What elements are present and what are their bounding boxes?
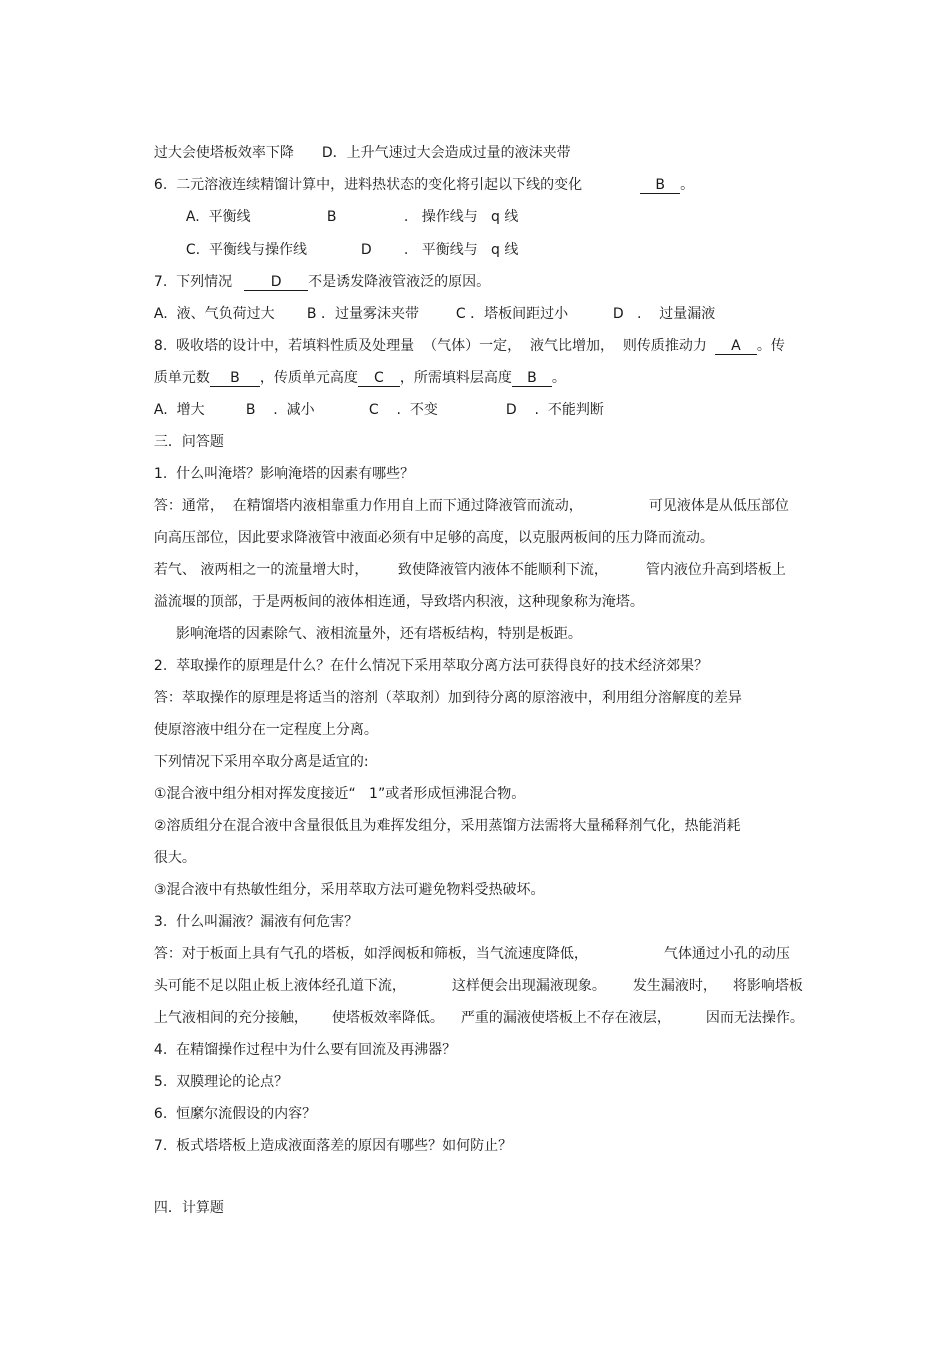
answer-line	[145, 575, 644, 611]
answer-text: 上气液相间的充分接触，	[153, 1010, 308, 1026]
section-heading	[145, 1181, 224, 1217]
option-row	[352, 223, 372, 259]
option-row	[360, 383, 438, 419]
answer-line	[640, 479, 789, 515]
option-row	[395, 190, 518, 226]
answer-line	[145, 479, 583, 515]
question-text: 质单元数	[153, 370, 210, 386]
option-d-text: . 平衡线与 q 线	[403, 242, 519, 258]
answer-line	[637, 543, 786, 579]
option-row	[395, 223, 518, 259]
option-c: C. 平衡线与操作线	[185, 242, 308, 258]
question-text: 。	[680, 177, 695, 193]
answer-line	[145, 927, 588, 963]
question-1	[145, 447, 414, 483]
question-text: 4. 在精馏操作过程中为什么要有回流及再沸器？	[153, 1042, 457, 1058]
question-2	[145, 639, 708, 675]
answer-line	[167, 607, 582, 643]
question-7b	[145, 1119, 512, 1155]
answer-line	[323, 991, 444, 1027]
question-text: 2. 萃取操作的原理是什么？在什么情况下采用萃取分离方法可获得良好的技术经济郊果？	[153, 658, 709, 674]
option-row	[145, 383, 205, 419]
answer-text: 下列情况下采用卒取分离是适宜的:	[153, 754, 369, 770]
answer-blank: C	[358, 370, 400, 387]
answer-text: 发生漏液时，	[632, 978, 717, 994]
option-row	[145, 287, 275, 323]
answer-line	[145, 799, 740, 835]
option-b: B . 减小	[245, 402, 315, 418]
answer-text: 将影响塔板	[732, 978, 803, 994]
option-row	[177, 190, 251, 226]
option-c: C . 不变	[368, 402, 438, 418]
option-row	[237, 383, 315, 419]
answer-line	[697, 991, 804, 1027]
section-title: 四．计算题	[153, 1200, 224, 1216]
answer-line	[443, 959, 606, 995]
answer-text: 气体通过小孔的动压	[663, 946, 790, 962]
question-text: ，所需填料层高度	[399, 370, 512, 386]
question-8	[145, 319, 785, 355]
answer-text: ②溶质组分在混合液中含量很低且为难挥发组分，采用蒸馏方法需将大量稀释剂气化，热能消耗	[153, 818, 741, 834]
option-b: B	[326, 209, 337, 225]
option-row	[604, 287, 715, 323]
answer-text: 使塔板效率降低。	[331, 1010, 444, 1026]
answer-line	[145, 959, 406, 995]
answer-line	[145, 735, 369, 771]
answer-text: 致使降液管内液体不能顺利下流，	[397, 562, 608, 578]
answer-text: 若气、 液两相之一的流量增大时，	[153, 562, 369, 578]
line-text: D．上升气速过大会造成过量的液沫夹带	[321, 145, 571, 161]
option-d: D	[360, 242, 372, 258]
question-6	[145, 158, 694, 194]
answer-line	[655, 927, 790, 963]
answer-text: 答：通常， 在精馏塔内液相靠重力作用自上而下通过降液管而流动，	[153, 498, 583, 514]
option-a: A. 增大	[153, 402, 205, 418]
answer-text: 严重的漏液使塔板上不存在液层，	[460, 1010, 671, 1026]
answer-line	[145, 543, 368, 579]
answer-line	[145, 863, 544, 899]
answer-text: ①混合液中组分相对挥发度接近“ 1”或者形成恒沸混合物。	[153, 786, 526, 802]
question-text: 。	[551, 370, 566, 386]
question-text: 6. 恒縻尔流假设的内容？	[153, 1106, 317, 1122]
answer-text: 可见液体是从低压部位	[648, 498, 789, 514]
answer-blank: B	[512, 370, 552, 387]
answer-text: 管内液位升高到塔板上	[645, 562, 786, 578]
option-row	[298, 287, 419, 323]
answer-text: 答：萃取操作的原理是将适当的溶剂（萃取剂）加到待分离的原溶液中，利用组分溶解度的差异	[153, 690, 742, 706]
question-4	[145, 1023, 456, 1059]
answer-blank: A	[715, 338, 757, 355]
question-text: 。传	[756, 338, 785, 354]
answer-line	[145, 991, 308, 1027]
answer-line	[145, 831, 196, 867]
answer-line	[624, 959, 717, 995]
answer-text: 使原溶液中组分在一定程度上分离。	[153, 722, 378, 738]
question-text: 1. 什么叫淹塔？影响淹塔的因素有哪些？	[153, 466, 415, 482]
question-text: 3. 什么叫漏液？漏液有何危害？	[153, 914, 359, 930]
answer-text: 溢流堰的顶部，于是两板间的液体相连通，导致塔内积液，这种现象称为淹塔。	[153, 594, 644, 610]
option-row	[318, 190, 337, 226]
answer-blank: B	[210, 370, 260, 387]
answer-line	[145, 671, 742, 707]
answer-text: ③混合液中有热敏性组分，采用萃取方法可避免物料受热破坏。	[153, 882, 545, 898]
answer-line	[145, 767, 525, 803]
question-3	[145, 895, 358, 931]
answer-blank: B	[640, 177, 680, 194]
question-text: 7. 板式塔塔板上造成液面落差的原因有哪些？如何防止？	[153, 1138, 513, 1154]
question-text: ，传质单元高度	[259, 370, 358, 386]
option-b: B ．过量雾沫夹带	[306, 306, 419, 322]
answer-text: 向高压部位，因此要求降液管中液面必须有中足够的高度，以克服两板间的压力降而流动。	[153, 530, 714, 546]
option-d: D . 过量漏液	[612, 306, 716, 322]
question-text: 6. 二元溶液连续精馏计算中，进料热状态的变化将引起以下线的变化	[153, 177, 583, 193]
question-text: 5. 双膜理论的论点？	[153, 1074, 289, 1090]
option-d: D . 不能判断	[505, 402, 604, 418]
answer-line	[452, 991, 671, 1027]
option-row	[177, 223, 307, 259]
answer-line	[145, 703, 378, 739]
answer-text: 很大。	[153, 850, 196, 866]
option-a: A. 液、气负荷过大	[153, 306, 275, 322]
answer-text: 头可能不足以阻止板上液体经孔道下流，	[153, 978, 406, 994]
option-b-text: . 操作线与 q 线	[403, 209, 519, 225]
question-7	[145, 255, 490, 291]
option-row	[447, 287, 568, 323]
option-a: A. 平衡线	[185, 209, 251, 225]
answer-text: 因而无法操作。	[705, 1010, 804, 1026]
question-8-line2	[145, 351, 566, 387]
question-6b	[145, 1087, 316, 1123]
answer-text: 答：对于板面上具有气孔的塔板，如浮阀板和筛板，当气流速度降低，	[153, 946, 588, 962]
option-c: C ．塔板间距过小	[455, 306, 569, 322]
question-text: 8. 吸收塔的设计中，若填料性质及处理量 （气体）一定， 液气比增加， 则传质推动力	[153, 338, 707, 354]
answer-text: 这样便会出现漏液现象。	[451, 978, 606, 994]
section-heading	[145, 415, 224, 451]
section-title: 三．问答题	[153, 434, 224, 450]
question-text: 7. 下列情况	[153, 274, 233, 290]
question-text: 不是诱发降液管液泛的原因。	[308, 274, 491, 290]
answer-line	[724, 959, 803, 995]
question-5	[145, 1055, 288, 1091]
answer-line	[389, 543, 608, 579]
option-row	[497, 383, 604, 419]
line-text: 过大会使塔板效率下降	[153, 145, 294, 161]
answer-blank: D	[244, 274, 308, 291]
answer-text: 影响淹塔的因素除气、液相流量外，还有塔板结构，特别是板距。	[175, 626, 582, 642]
text-line	[145, 126, 571, 162]
answer-line	[145, 511, 714, 547]
